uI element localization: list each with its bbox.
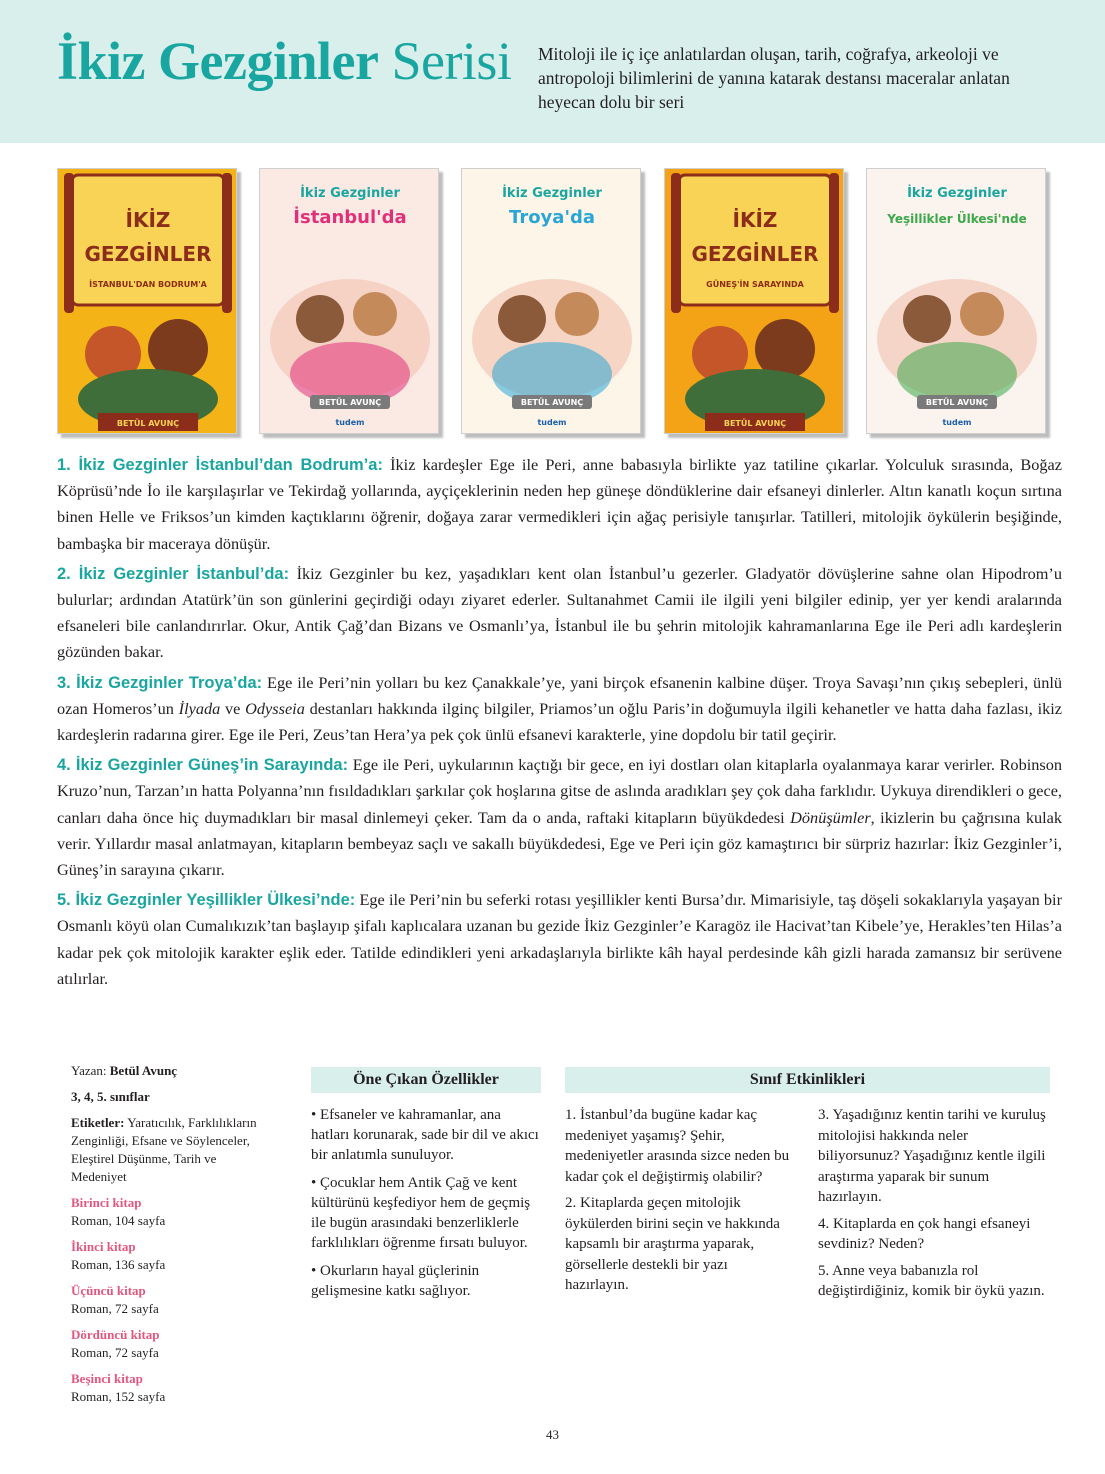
activities-column-2 xyxy=(818,1105,1048,1308)
svg-text:İkiz Gezginler: İkiz Gezginler xyxy=(907,186,1007,201)
book-info: Üçüncü kitap Roman, 72 sayfa xyxy=(71,1283,159,1316)
svg-text:İSTANBUL'DAN BODRUM'A: İSTANBUL'DAN BODRUM'A xyxy=(89,280,207,289)
svg-text:tudem: tudem xyxy=(335,418,365,427)
grade-line: 3, 4, 5. sınıflar xyxy=(71,1089,150,1104)
book-info: İkinci kitap Roman, 136 sayfa xyxy=(71,1239,166,1272)
svg-text:İKİZ: İKİZ xyxy=(125,208,171,232)
list-item: 3. Yaşadığınız kentin tarihi ve kuruluş mitolojisi hakkında neler biliyorsunuz? Yaşadığınız kentle ilgili araştırma yaparak bir sunum hazırlayın. xyxy=(818,1107,1046,1205)
page-title: İkiz Gezginler Serisi xyxy=(57,31,512,91)
list-item: 4. Kitaplarda en çok hangi efsaneyi sevdiniz? Neden? xyxy=(818,1215,1031,1252)
svg-text:BETÜL AVUNÇ: BETÜL AVUNÇ xyxy=(520,398,584,407)
book-meta xyxy=(71,1062,271,1414)
svg-text:İstanbul'da: İstanbul'da xyxy=(293,207,407,228)
svg-text:GEZGİNLER: GEZGİNLER xyxy=(84,242,212,266)
book-cover xyxy=(57,168,237,434)
svg-text:BETÜL AVUNÇ: BETÜL AVUNÇ xyxy=(723,419,787,428)
svg-text:İkiz Gezginler: İkiz Gezginler xyxy=(502,186,602,201)
book-description: 5. İkiz Gezginler Yeşillikler Ülkesi’nde: Ege ile Peri’nin bu seferki rotası yeşillikler kenti Bursa’dır. Mimarisiyle, taş döşeli sokaklarıyla yaşayan bir Osmanlı köyü olan Cumalıkızık’tan başlayıp şifalı kaplıcalara uzanan bu gezide İkiz Gezginler’e Karagöz ile Hacivat’tan Kibele’ye, Herakles’ten Hilas’a kadar pek çok mitolojik karakter eşlik eder. Tatilde edindikleri yeni arkadaşlarıyla birlikte kâh hayal perdesinde kâh gizli harada zamansız bir serüvene atılırlar. xyxy=(57,890,1062,988)
book-info: Beşinci kitap Roman, 152 sayfa xyxy=(71,1371,166,1404)
book-description: 2. İkiz Gezginler İstanbul’da: İkiz Gezginler bu kez, yaşadıkları kent olan İstanbul’u gezerler. Gladyatör dövüşlerine sahne olan Hipodrom’u bulurlar; ardından Atatürk’ün son günlerini geçirdiği odayı ziyaret ederler. Sultanahmet Camii ile ilgili yeni bilgiler edinip, yer yer kendi aralarında efsaneleri bile canlandırırlar. Okur, Antik Çağ’dan Bizans ve Osmanlı’ya, İstanbul ile bu şehrin mitolojik kahramanlarına Ege ile Peri adlı kardeşlerin gözünden bakar. xyxy=(57,563,1062,662)
svg-text:tudem: tudem xyxy=(537,418,567,427)
book-description: 1. İkiz Gezginler İstanbul’dan Bodrum’a: İkiz kardeşler Ege ile Peri, anne babasıyla birlikte yaz tatiline çıkarlar. Yolculuk sırasında, Boğaz Köprüsü’nde İo ile karşılaşırlar ve Tekirdağ yollarında, ayçiçeklerinin neden hep güneşe döndüklerine dair efsaneyi dinlerler. Altın kanatlı koçun sırtına binen Helle ve Friksos’un kimden kaçtıklarını öğrenir, doğaya zarar vermedikleri için ağaç perisiyle tanışırlar. Tatilleri, mitolojik öykülerin beşiğinde, bambaşka bir maceraya dönüşür. xyxy=(57,455,1062,553)
activities-column-1 xyxy=(565,1105,795,1302)
series-intro: Mitoloji ile iç içe anlatılardan oluşan, tarih, coğrafya, arkeoloji ve antropoloji bilimlerini de yanına katarak destansı maceralar anlatan heyecan dolu bir seri xyxy=(538,44,1010,112)
list-item: 5. Anne veya babanızla rol değiştirdiğiniz, komik bir öykü yazın. xyxy=(818,1262,1045,1299)
book-info: Birinci kitap Roman, 104 sayfa xyxy=(71,1195,166,1228)
book-cover xyxy=(461,168,641,434)
list-item: • Efsaneler ve kahramanlar, ana hatları korunarak, sade bir dil ve akıcı bir anlatımla sunuluyor. xyxy=(311,1107,539,1163)
svg-text:BETÜL AVUNÇ: BETÜL AVUNÇ xyxy=(925,398,989,407)
features-list xyxy=(311,1105,541,1309)
list-item: 1. İstanbul’da bugüne kadar kaç medeniyet yaşamış? Şehir, medeniyetler arasında sizce neden bu kadar çok el değiştirmiş olabilir? xyxy=(565,1107,790,1185)
book-cover xyxy=(259,168,439,434)
svg-text:tudem: tudem xyxy=(942,418,972,427)
book-description: 3. İkiz Gezginler Troya’da: Ege ile Peri’nin yolları bu kez Çanakkale’ye, yani birçok efsanenin kalbine düşer. Troya Savaşı’nın çıkış sebepleri, ünlü ozan Homeros’un İlyada ve Odysseia destanları hakkında ilginç bilgiler, Priamos’un oğlu Paris’in doğumuyla ilgili kehanetler ve hatta daha fazlası, ikiz kardeşlerin radarına girer. Ege ile Peri, Zeus’tan Hera’ya pek çok ünlü efsanevi karakterle, yine dopdolu bir tatil geçirir. xyxy=(57,672,1062,745)
svg-text:BETÜL AVUNÇ: BETÜL AVUNÇ xyxy=(116,419,180,428)
list-item: • Çocuklar hem Antik Çağ ve kent kültürünü keşfediyor hem de geçmiş ile bugün arasındaki benzerliklerle farklılıkları öğrenme fırsatı buluyor. xyxy=(311,1175,531,1251)
list-item: 2. Kitaplarda geçen mitolojik öykülerden birini seçin ve hakkında kapsamlı bir araştırma yaparak, görsellerle destekli bir yazı hazırlayın. xyxy=(565,1195,780,1293)
page-number: 43 xyxy=(546,1427,559,1442)
activities-heading: Sınıf Etkinlikleri xyxy=(565,1067,1050,1093)
author-line: Yazan: Betül Avunç xyxy=(71,1063,178,1078)
svg-text:İkiz Gezginler: İkiz Gezginler xyxy=(300,186,400,201)
svg-text:Yeşillikler Ülkesi'nde: Yeşillikler Ülkesi'nde xyxy=(887,212,1027,226)
book-cover xyxy=(664,168,844,434)
book-descriptions xyxy=(57,452,1062,996)
features-heading: Öne Çıkan Özellikler xyxy=(311,1067,541,1093)
svg-text:BETÜL AVUNÇ: BETÜL AVUNÇ xyxy=(318,398,382,407)
book-info: Dördüncü kitap Roman, 72 sayfa xyxy=(71,1327,160,1360)
book-covers xyxy=(0,168,1105,440)
svg-text:Troya'da: Troya'da xyxy=(509,207,595,228)
list-item: • Okurların hayal güçlerinin gelişmesine katkı sağlıyor. xyxy=(311,1263,480,1299)
tags-line: Etiketler: Yaratıcılık, Farklılıkların Zenginliği, Efsane ve Söylenceler, Eleştirel Düşünme, Tarih ve Medeniyet xyxy=(71,1115,257,1184)
svg-text:GÜNEŞ'İN SARAYINDA: GÜNEŞ'İN SARAYINDA xyxy=(706,280,804,289)
page-header xyxy=(0,0,1105,143)
svg-text:İKİZ: İKİZ xyxy=(732,208,778,232)
svg-text:GEZGİNLER: GEZGİNLER xyxy=(691,242,819,266)
book-description: 4. İkiz Gezginler Güneş’in Sarayında: Ege ile Peri, uykularının kaçtığı bir gece, en iyi dostları olan kitaplarla oyalanmaya karar verirler. Robinson Kruzo’nun, Tarzan’ın hatta Polyanna’nın fısıldadıkları şarkılar çok hoşlarına gitse de aslında aradıkları şey çok daha farklıdır. Uykuya direndikleri o gece, canları daha önce hiç duymadıkları bir masal dinlemeyi çeker. Tam da o anda, raftaki kitapların büyükdedesi Dönüşümler, ikizlerin bu çağrısına kulak verir. Yıllardır masal anlatmayan, kitapların bembeyaz saçlı ve sakallı büyükdedesi, Ege ve Peri için göz kamaştırıcı bir sürpriz hazırlar: İkiz Gezginler’i, Güneş’in sarayına çıkarır. xyxy=(57,755,1062,880)
book-cover xyxy=(866,168,1046,434)
